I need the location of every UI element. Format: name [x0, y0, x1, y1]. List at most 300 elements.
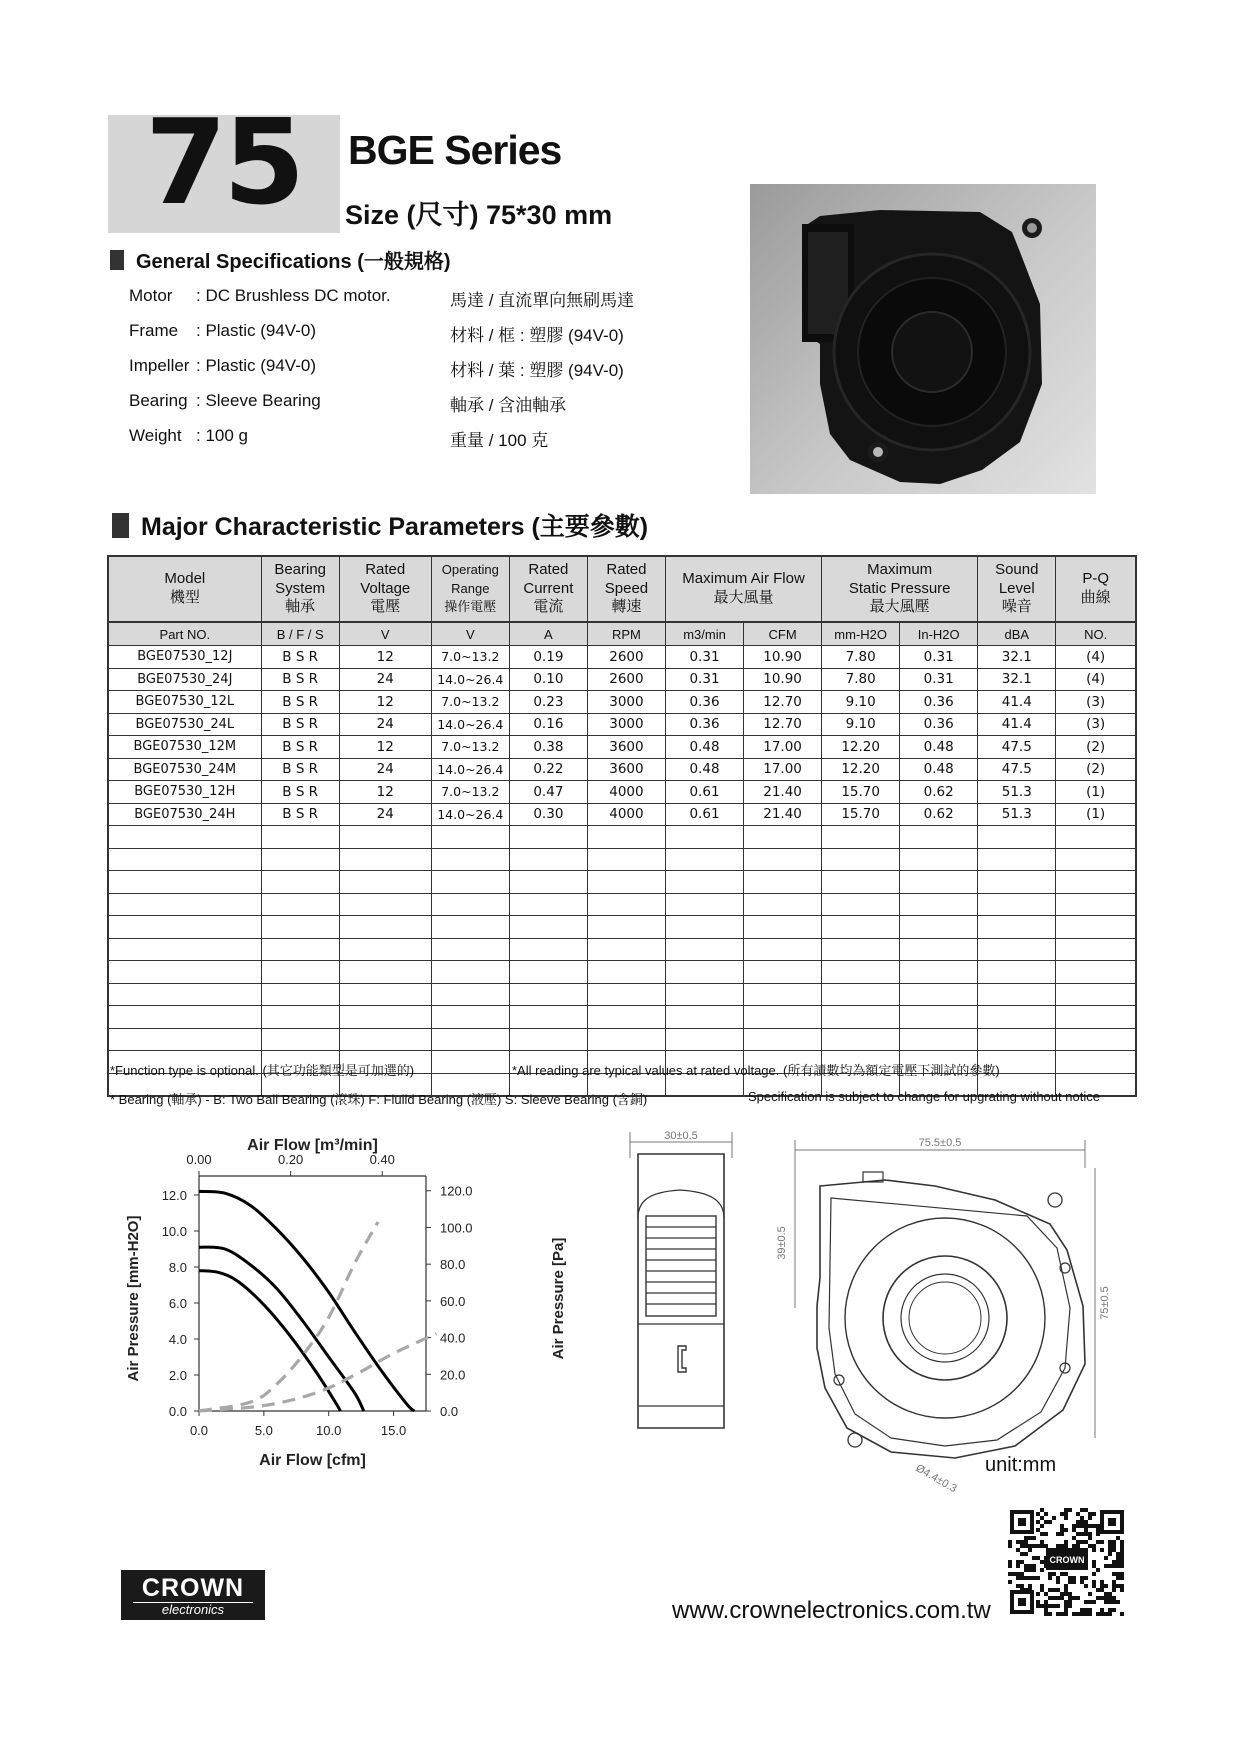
- y2-tick-label: 120.0: [440, 1183, 473, 1199]
- table-cell: 12.70: [744, 713, 822, 736]
- table-cell: 0.31: [665, 668, 743, 691]
- x2-tick-label: 0.20: [277, 1152, 304, 1167]
- size-label: Size (尺寸) 75*30 mm: [345, 200, 613, 230]
- note-bearing: * Bearing (軸承) - B: Two Ball Bearing (滾珠) F: Fluild Bearing (液壓) S: Sleeve Bearing (含銅): [110, 1092, 648, 1107]
- table-cell: [261, 983, 339, 1006]
- table-cell: [509, 983, 587, 1006]
- spec-row: [129, 321, 624, 346]
- spec-key: Bearing: [129, 391, 188, 410]
- x-tick-label: 5.0: [254, 1423, 273, 1438]
- table-cell: [744, 826, 822, 849]
- table-cell: [339, 961, 431, 984]
- y2-axis-title: Air Pressure [Pa]: [550, 1237, 567, 1360]
- table-cell: 0.22: [509, 758, 587, 781]
- table-cell: [900, 983, 978, 1006]
- table-cell: 10.90: [744, 668, 822, 691]
- unit-cell: NO.: [1056, 622, 1136, 646]
- table-cell: 0.38: [509, 736, 587, 759]
- table-cell: B S R: [261, 736, 339, 759]
- table-cell: [339, 938, 431, 961]
- y-tick-label: 10.0: [161, 1224, 187, 1239]
- bullet-square-icon: [110, 250, 124, 270]
- spec-row: [129, 356, 624, 381]
- table-row-empty: [108, 983, 1136, 1006]
- table-cell: [431, 916, 509, 939]
- table-cell: [900, 871, 978, 894]
- spec-zh: 軸承 / 含油軸承: [450, 396, 567, 415]
- table-row-empty: [108, 961, 1136, 984]
- general-spec-title: General Specifications (一般規格): [136, 251, 451, 273]
- table-cell: [339, 893, 431, 916]
- spec-value: : Sleeve Bearing: [196, 391, 321, 410]
- table-cell: [822, 893, 900, 916]
- table-cell: [509, 826, 587, 849]
- table-cell: [108, 938, 261, 961]
- col-model: Model 機型: [108, 556, 261, 622]
- unit-cell: Part NO.: [108, 622, 261, 646]
- table-cell: [587, 871, 665, 894]
- table-cell: [431, 1006, 509, 1029]
- table-cell: [900, 893, 978, 916]
- table-cell: [261, 938, 339, 961]
- table-cell: [108, 893, 261, 916]
- table-cell: 0.62: [900, 803, 978, 826]
- table-cell: [822, 826, 900, 849]
- table-row-empty: [108, 871, 1136, 894]
- table-cell: [665, 871, 743, 894]
- table-cell: 0.31: [900, 646, 978, 669]
- table-cell: [509, 1028, 587, 1051]
- table-cell: 24: [339, 803, 431, 826]
- table-cell: [431, 961, 509, 984]
- table-cell: [509, 916, 587, 939]
- table-cell: [665, 1028, 743, 1051]
- series-title: BGE Series: [348, 127, 562, 173]
- side-width-dim: 30±0.5: [664, 1130, 698, 1142]
- table-cell: [261, 916, 339, 939]
- major-params-heading: [112, 507, 648, 543]
- table-cell: [900, 1028, 978, 1051]
- table-cell: [261, 871, 339, 894]
- website-link[interactable]: www.crownelectronics.com.tw: [672, 1597, 991, 1624]
- table-row: [108, 646, 1136, 669]
- col-bearing: Bearing System 軸承: [261, 556, 339, 622]
- table-cell: [665, 848, 743, 871]
- table-cell: [1056, 1028, 1136, 1051]
- table-cell: [822, 1028, 900, 1051]
- major-params-title: Major Characteristic Parameters (主要參數): [141, 513, 649, 541]
- table-cell: [822, 1006, 900, 1029]
- spec-key: Frame: [129, 321, 179, 340]
- y2-tick-label: 60.0: [440, 1293, 466, 1309]
- table-cell: 14.0~26.4: [431, 758, 509, 781]
- table-cell: [108, 983, 261, 1006]
- front-width-dim: 75.5±0.5: [918, 1137, 962, 1149]
- table-cell: B S R: [261, 668, 339, 691]
- table-cell: 0.16: [509, 713, 587, 736]
- spec-key: Impeller: [129, 356, 190, 375]
- table-cell: [509, 871, 587, 894]
- table-cell: [1056, 1006, 1136, 1029]
- table-row: [108, 736, 1136, 759]
- table-cell: 0.62: [900, 781, 978, 804]
- table-cell: 14.0~26.4: [431, 668, 509, 691]
- table-cell: 17.00: [744, 736, 822, 759]
- table-cell: 0.19: [509, 646, 587, 669]
- table-cell: (2): [1056, 736, 1136, 759]
- table-row: [108, 803, 1136, 826]
- table-cell: 24: [339, 713, 431, 736]
- col-sound: Sound Level 噪音: [978, 556, 1056, 622]
- bullet-square-icon: [112, 513, 129, 538]
- table-cell: [744, 1006, 822, 1029]
- table-cell: [261, 1028, 339, 1051]
- table-cell: [587, 916, 665, 939]
- table-cell: 0.48: [665, 736, 743, 759]
- table-cell: [587, 1006, 665, 1029]
- table-cell: 21.40: [744, 803, 822, 826]
- col-range: Operating Range 操作電壓: [431, 556, 509, 622]
- table-cell: [587, 893, 665, 916]
- table-cell: [665, 893, 743, 916]
- product-photo: [750, 184, 1096, 494]
- table-cell: [431, 1028, 509, 1051]
- table-cell: [822, 983, 900, 1006]
- table-cell: 4000: [587, 781, 665, 804]
- table-cell: BGE07530_12H: [108, 781, 261, 804]
- table-cell: [339, 848, 431, 871]
- table-cell: (4): [1056, 646, 1136, 669]
- table-cell: [900, 938, 978, 961]
- table-cell: [665, 1006, 743, 1029]
- table-cell: 7.0~13.2: [431, 646, 509, 669]
- table-cell: 2600: [587, 646, 665, 669]
- table-cell: 12: [339, 736, 431, 759]
- table-cell: [744, 916, 822, 939]
- table-cell: [509, 938, 587, 961]
- logo-name: CROWN: [141, 1574, 245, 1602]
- y-tick-label: 8.0: [168, 1260, 187, 1275]
- x2-tick-label: 0.40: [369, 1152, 395, 1167]
- table-cell: 7.0~13.2: [431, 781, 509, 804]
- spec-zh: 材料 / 葉 : 塑膠 (94V-0): [450, 361, 624, 380]
- table-cell: 41.4: [978, 691, 1056, 714]
- pq-curve-line: [199, 1247, 364, 1411]
- table-cell: 17.00: [744, 758, 822, 781]
- pq-chart: [120, 1128, 570, 1488]
- table-units-row: [108, 622, 1136, 646]
- table-cell: [1056, 916, 1136, 939]
- table-cell: B S R: [261, 803, 339, 826]
- y-tick-label: 2.0: [168, 1368, 187, 1383]
- table-cell: 47.5: [978, 758, 1056, 781]
- qr-logo: CROWN: [1049, 1555, 1085, 1565]
- table-cell: [822, 961, 900, 984]
- table-cell: [900, 916, 978, 939]
- table-cell: B S R: [261, 646, 339, 669]
- note-function: *Function type is optional. (其它功能類型是可加選的): [110, 1063, 415, 1078]
- hole-dim: Ø4.4±0.3: [913, 1462, 959, 1496]
- table-cell: [822, 871, 900, 894]
- general-spec-heading: [110, 245, 451, 274]
- table-cell: BGE07530_24L: [108, 713, 261, 736]
- unit-cell: dBA: [978, 622, 1056, 646]
- table-header-row: [108, 556, 1136, 622]
- table-cell: [1056, 983, 1136, 1006]
- spec-row: [129, 426, 548, 451]
- spec-value: : Plastic (94V-0): [196, 321, 316, 340]
- table-cell: [431, 938, 509, 961]
- unit-cell: In-H2O: [900, 622, 978, 646]
- table-cell: [744, 893, 822, 916]
- table-cell: [978, 916, 1056, 939]
- table-cell: [339, 1028, 431, 1051]
- table-cell: 12: [339, 646, 431, 669]
- table-row: [108, 758, 1136, 781]
- table-cell: 24: [339, 758, 431, 781]
- table-cell: 0.10: [509, 668, 587, 691]
- table-cell: 0.47: [509, 781, 587, 804]
- table-cell: 0.31: [900, 668, 978, 691]
- table-cell: [261, 826, 339, 849]
- table-cell: [587, 848, 665, 871]
- table-cell: 3000: [587, 713, 665, 736]
- table-cell: [431, 871, 509, 894]
- table-cell: 14.0~26.4: [431, 713, 509, 736]
- table-cell: 0.36: [900, 691, 978, 714]
- table-cell: 15.70: [822, 781, 900, 804]
- table-cell: [509, 893, 587, 916]
- table-row-empty: [108, 826, 1136, 849]
- table-cell: [1056, 1051, 1136, 1074]
- unit-cell: m3/min: [665, 622, 743, 646]
- front-view-drawing: [765, 1128, 1125, 1496]
- table-cell: [744, 1028, 822, 1051]
- table-cell: BGE07530_12L: [108, 691, 261, 714]
- table-cell: 0.36: [900, 713, 978, 736]
- table-cell: [587, 1028, 665, 1051]
- unit-cell: RPM: [587, 622, 665, 646]
- unit-cell: B / F / S: [261, 622, 339, 646]
- note-change: Specification is subject to change for upgrating without notice: [748, 1089, 1100, 1104]
- table-cell: 24: [339, 668, 431, 691]
- table-row: [108, 691, 1136, 714]
- table-cell: [978, 848, 1056, 871]
- table-row-empty: [108, 916, 1136, 939]
- table-cell: BGE07530_12J: [108, 646, 261, 669]
- table-cell: [108, 848, 261, 871]
- table-cell: [431, 893, 509, 916]
- table-cell: B S R: [261, 781, 339, 804]
- table-cell: 0.36: [665, 691, 743, 714]
- table-cell: [665, 826, 743, 849]
- table-cell: [1056, 871, 1136, 894]
- col-speed: Rated Speed 轉速: [587, 556, 665, 622]
- table-cell: [978, 871, 1056, 894]
- table-cell: [1056, 826, 1136, 849]
- table-cell: [665, 916, 743, 939]
- table-cell: [900, 826, 978, 849]
- table-cell: B S R: [261, 713, 339, 736]
- front-height-dim: 75±0.5: [1099, 1286, 1111, 1320]
- pq-curve-line: [199, 1191, 414, 1411]
- table-cell: [587, 983, 665, 1006]
- table-cell: (1): [1056, 781, 1136, 804]
- table-cell: [744, 961, 822, 984]
- x-tick-label: 15.0: [380, 1423, 407, 1438]
- note-reading: *All reading are typical values at rated voltage. (所有讀數均為額定電壓下測試的參數): [512, 1063, 1000, 1078]
- table-cell: [587, 961, 665, 984]
- title-number: 75: [145, 93, 302, 231]
- table-cell: [978, 826, 1056, 849]
- table-cell: B S R: [261, 691, 339, 714]
- table-cell: [431, 983, 509, 1006]
- table-cell: [822, 848, 900, 871]
- table-cell: [261, 893, 339, 916]
- spec-zh: 重量 / 100 克: [450, 431, 549, 450]
- table-cell: [822, 938, 900, 961]
- table-cell: 0.31: [665, 646, 743, 669]
- spec-key: Motor: [129, 286, 173, 305]
- spec-row: [129, 286, 634, 311]
- table-cell: 9.10: [822, 713, 900, 736]
- side-view-drawing: [620, 1128, 740, 1448]
- table-cell: [978, 983, 1056, 1006]
- table-cell: 12.20: [822, 758, 900, 781]
- spec-value: : 100 g: [196, 426, 248, 445]
- table-cell: [900, 1006, 978, 1029]
- table-cell: [1056, 938, 1136, 961]
- y-tick-label: 0.0: [168, 1404, 187, 1419]
- table-cell: 41.4: [978, 713, 1056, 736]
- table-cell: [1056, 848, 1136, 871]
- table-row: [108, 668, 1136, 691]
- table-cell: [339, 826, 431, 849]
- table-cell: B S R: [261, 758, 339, 781]
- table-cell: 10.90: [744, 646, 822, 669]
- table-cell: 0.48: [900, 758, 978, 781]
- table-cell: [339, 916, 431, 939]
- chart-marks: [125, 1137, 567, 1469]
- unit-cell: V: [431, 622, 509, 646]
- table-cell: 3600: [587, 736, 665, 759]
- x2-tick-label: 0.00: [186, 1152, 212, 1167]
- table-cell: 3000: [587, 691, 665, 714]
- table-cell: [431, 848, 509, 871]
- col-pressure: Maximum Static Pressure 最大風壓: [822, 556, 978, 622]
- y2-tick-label: 0.0: [440, 1404, 459, 1419]
- table-cell: (4): [1056, 668, 1136, 691]
- table-cell: [978, 1028, 1056, 1051]
- blower-fan-illustration: [750, 184, 1096, 494]
- table-cell: 4000: [587, 803, 665, 826]
- table-cell: 12: [339, 691, 431, 714]
- table-cell: 9.10: [822, 691, 900, 714]
- logo-sub: electronics: [133, 1602, 253, 1617]
- x-axis-title: Air Flow [cfm]: [259, 1452, 366, 1469]
- col-airflow: Maximum Air Flow 最大風量: [665, 556, 821, 622]
- unit-cell: CFM: [744, 622, 822, 646]
- table-cell: [261, 961, 339, 984]
- table-cell: [509, 848, 587, 871]
- table-cell: [744, 983, 822, 1006]
- col-current: Rated Current 電流: [509, 556, 587, 622]
- table-cell: 7.80: [822, 668, 900, 691]
- table-cell: [108, 871, 261, 894]
- table-cell: [978, 1006, 1056, 1029]
- y2-tick-label: 40.0: [440, 1330, 466, 1346]
- table-cell: [108, 961, 261, 984]
- table-cell: 12.70: [744, 691, 822, 714]
- table-cell: (3): [1056, 713, 1136, 736]
- x2-axis-title: Air Flow [m³/min]: [247, 1137, 378, 1154]
- table-cell: [431, 1051, 509, 1074]
- table-cell: (2): [1056, 758, 1136, 781]
- table-cell: BGE07530_24M: [108, 758, 261, 781]
- table-cell: BGE07530_24J: [108, 668, 261, 691]
- table-cell: [665, 983, 743, 1006]
- table-cell: 51.3: [978, 803, 1056, 826]
- unit-cell: A: [509, 622, 587, 646]
- col-voltage: Rated Voltage 電壓: [339, 556, 431, 622]
- y-axis-title: Air Pressure [mm-H2O]: [125, 1215, 142, 1382]
- y-tick-label: 12.0: [161, 1188, 187, 1203]
- table-row-empty: [108, 1006, 1136, 1029]
- table-cell: (3): [1056, 691, 1136, 714]
- table-cell: [108, 1028, 261, 1051]
- y2-tick-label: 20.0: [440, 1367, 466, 1383]
- y-tick-label: 4.0: [168, 1332, 187, 1347]
- table-row: [108, 713, 1136, 736]
- outlet-dim: 39±0.5: [776, 1226, 788, 1260]
- table-cell: [509, 1006, 587, 1029]
- table-cell: 3600: [587, 758, 665, 781]
- table-cell: [339, 871, 431, 894]
- table-row-empty: [108, 893, 1136, 916]
- table-cell: 0.48: [900, 736, 978, 759]
- table-cell: 21.40: [744, 781, 822, 804]
- col-pq: P-Q 曲線: [1056, 556, 1136, 622]
- table-cell: 0.30: [509, 803, 587, 826]
- table-cell: [900, 961, 978, 984]
- qr-code: [1008, 1508, 1126, 1616]
- crown-logo: [121, 1570, 265, 1620]
- table-cell: [339, 983, 431, 1006]
- unit-cell: mm-H2O: [822, 622, 900, 646]
- table-cell: 0.61: [665, 803, 743, 826]
- table-cell: 2600: [587, 668, 665, 691]
- table-cell: [587, 826, 665, 849]
- table-cell: 0.48: [665, 758, 743, 781]
- table-cell: 12.20: [822, 736, 900, 759]
- table-cell: [261, 1006, 339, 1029]
- table-row-empty: [108, 848, 1136, 871]
- table-cell: 32.1: [978, 646, 1056, 669]
- table-cell: [431, 826, 509, 849]
- unit-label: unit:mm: [985, 1454, 1057, 1476]
- table-cell: 0.61: [665, 781, 743, 804]
- y2-tick-label: 100.0: [440, 1220, 473, 1236]
- spec-row: [129, 391, 566, 416]
- table-cell: [1056, 893, 1136, 916]
- table-cell: [108, 1006, 261, 1029]
- table-cell: [822, 916, 900, 939]
- table-cell: [744, 938, 822, 961]
- table-cell: [1056, 961, 1136, 984]
- table-cell: 14.0~26.4: [431, 803, 509, 826]
- unit-cell: V: [339, 622, 431, 646]
- table-row: [108, 781, 1136, 804]
